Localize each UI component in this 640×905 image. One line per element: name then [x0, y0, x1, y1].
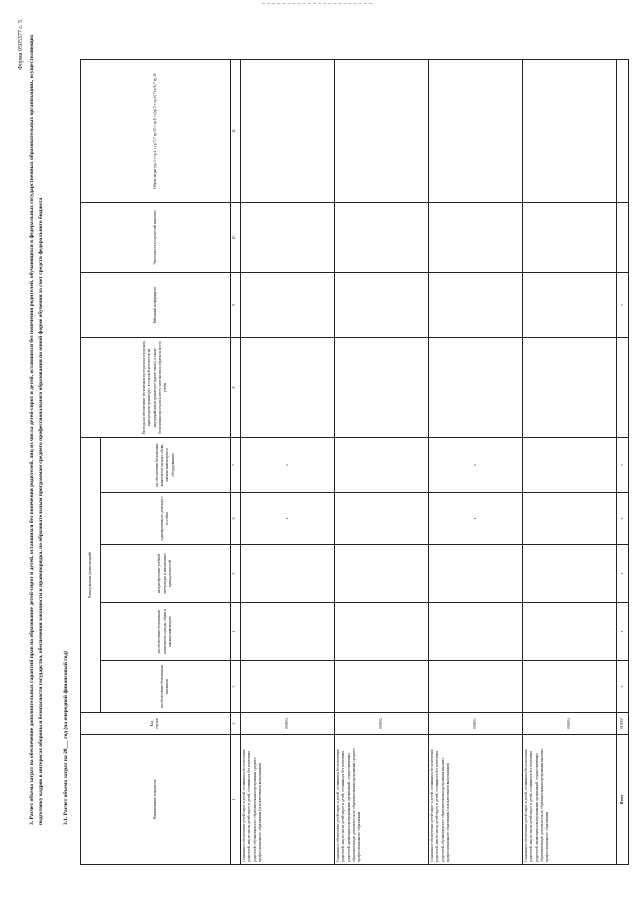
colnum-9: 9: [230, 272, 240, 337]
row-name: Социальное обеспечение детей-сирот и детей, оставшихся без попечения родителей, лиц из числа детей-сирот и детей, оставшихся без попечения родителей, обучающихся по образовательным программам высшего профессионального образования (за исключением выпускников): [428, 735, 522, 865]
total-col-4: x: [616, 603, 628, 661]
row-name: Социальное обеспечение детей-сирот и детей, оставшихся без попечения родителей, лиц из числа детей-сирот и детей, оставшихся без попечения родителей, являющихся выпускниками организаций, осуществляющих образовательную деятельность по образовательным программам среднего профессионального образования: [334, 735, 428, 865]
cell-col-4: [240, 603, 334, 661]
row-code: 000004: [522, 713, 616, 735]
cell-col-3: [522, 661, 616, 713]
colnum-4: 4: [230, 603, 240, 661]
row-name: Социальное обеспечение детей-сирот и детей, оставшихся без попечения родителей, лиц из числа детей-сирот и детей, оставшихся без попечения родителей, являющихся выпускниками организаций, осуществляющих образовательную деятельность по образовательным программам высшего профессионального образования: [522, 735, 616, 865]
colnum-1: 1: [230, 735, 240, 865]
total-col-10: [616, 202, 628, 272]
cell-col-7: [522, 437, 616, 492]
header-col-3: на обеспечение бесплатным питанием: [101, 661, 230, 713]
total-code: 010000: [616, 713, 628, 735]
colnum-7: 7: [230, 437, 240, 492]
cell-col-4: [334, 603, 428, 661]
header-col-10: Численность получателей выплаты: [81, 202, 231, 272]
cell-col-7: [334, 437, 428, 492]
cell-col-8: [240, 337, 334, 437]
colnum-5: 5: [230, 545, 240, 603]
header-col-9: Районный коэффициент: [81, 272, 231, 337]
form-code: Форма 0505377 с. 5: [18, 20, 24, 70]
total-col-7: x: [616, 437, 628, 492]
cell-col-7: x: [428, 437, 522, 492]
header-payments-group: Размер выплат (компенсаций): [81, 437, 101, 712]
cell-col-8: [334, 337, 428, 437]
cell-col-4: [522, 603, 616, 661]
row-code: 000002: [334, 713, 428, 735]
table-row: [334, 59, 428, 864]
total-row: [616, 59, 628, 864]
cell-col-5: [240, 545, 334, 603]
cell-col-9: [240, 272, 334, 337]
cell-col-3: [240, 661, 334, 713]
cell-col-6: [334, 493, 428, 545]
cost-calculation-table: [80, 59, 629, 865]
row-name: Социальное обеспечение детей-сирот и детей, оставшихся без попечения родителей, лиц из числа детей-сирот и детей, оставшихся без попечения родителей, обучающихся по образовательным программам среднего профессионального образования (за исключением выпускников): [240, 735, 334, 865]
header-col-5: на приобретение учебной литературы и письменных принадлежностей: [101, 545, 230, 603]
cell-col-10: [240, 202, 334, 272]
colnum-2: 2: [230, 713, 240, 735]
header-code: Код строки: [81, 713, 231, 735]
colnum-3: 3: [230, 661, 240, 713]
row-code: 000003: [428, 713, 522, 735]
cell-col-5: [334, 545, 428, 603]
cell-col-5: [428, 545, 522, 603]
cell-col-10: [522, 202, 616, 272]
cell-col-11: [334, 59, 428, 202]
cell-col-5: [522, 545, 616, 603]
total-col-6: x: [616, 493, 628, 545]
header-col-8: Расходы на обеспечение бесплатным проездом на городском, пригородном транспорте, в сельской местности на внутрирайонном транспорте (кроме такси), а также бесплатным проездом к месту жительства и обратно к месту учебы: [81, 337, 231, 437]
table-row: [522, 59, 616, 864]
cell-col-3: [334, 661, 428, 713]
cell-col-8: [428, 337, 522, 437]
cell-col-6: x: [428, 493, 522, 545]
total-col-3: x: [616, 661, 628, 713]
cell-col-10: [428, 202, 522, 272]
cell-col-11: [428, 59, 522, 202]
header-col-4: на обеспечение бесплатным комплектом одежды, обуви и мягким инвентарем: [101, 603, 230, 661]
cell-col-9: [428, 272, 522, 337]
table-row: [240, 59, 334, 864]
cell-col-6: x: [240, 493, 334, 545]
header-col-6: единовременного денежного пособия: [101, 493, 230, 545]
total-col-9: x: [616, 272, 628, 337]
colnum-8: 8: [230, 337, 240, 437]
colnum-11: 11: [230, 59, 240, 202]
cell-col-11: [240, 59, 334, 202]
cell-col-6: [522, 493, 616, 545]
colnum-6: 6: [230, 493, 240, 545]
total-col-11: [616, 59, 628, 202]
section-heading: 3. Расчет объема затрат на обеспечение дополнительных гарантий прав на образование детей-сирот и детей, оставшихся без попечения родителей, лиц из числа детей-сирот и детей, оставшихся без попечения родителей, обучающихся в федеральных государственных образовательных организациях, осуществляющих подготовку кадров в интересах обороны и безопасности государства, обеспечения законности и правопорядка, по образовательным программам среднего профессионального образования по очной форме обучения за счет средств федерального бюджета: [29, 34, 45, 825]
total-label: Итого: [616, 735, 628, 865]
row-code: 000001: [240, 713, 334, 735]
cell-col-11: [522, 59, 616, 202]
header-row-1: [81, 59, 101, 864]
table-row: [428, 59, 522, 864]
cell-col-10: [334, 202, 428, 272]
cell-col-8: [522, 337, 616, 437]
header-col-7: на обеспечение бесплатным комплектом одежды, обуви, мягким инвентарем и оборудованием: [101, 437, 230, 492]
colnum-10: 10: [230, 202, 240, 272]
cell-col-9: [522, 272, 616, 337]
header-col-11: Объем затрат (гр.3 + гр.4 + гр.7) * гр.10 + гр.8 + ((гр.5 + гр.6) * гр.9) * гр.10: [81, 59, 231, 202]
cell-col-4: [428, 603, 522, 661]
total-col-8: [616, 337, 628, 437]
cell-col-9: [334, 272, 428, 337]
total-col-5: x: [616, 545, 628, 603]
column-number-row: [230, 59, 240, 864]
cell-col-3: [428, 661, 522, 713]
header-name: Наименование показателя: [81, 735, 231, 865]
cell-col-7: x: [240, 437, 334, 492]
subsection-heading: 3.1. Расчет объема затрат на 20___ год (на очередной финансовый год): [63, 651, 69, 825]
